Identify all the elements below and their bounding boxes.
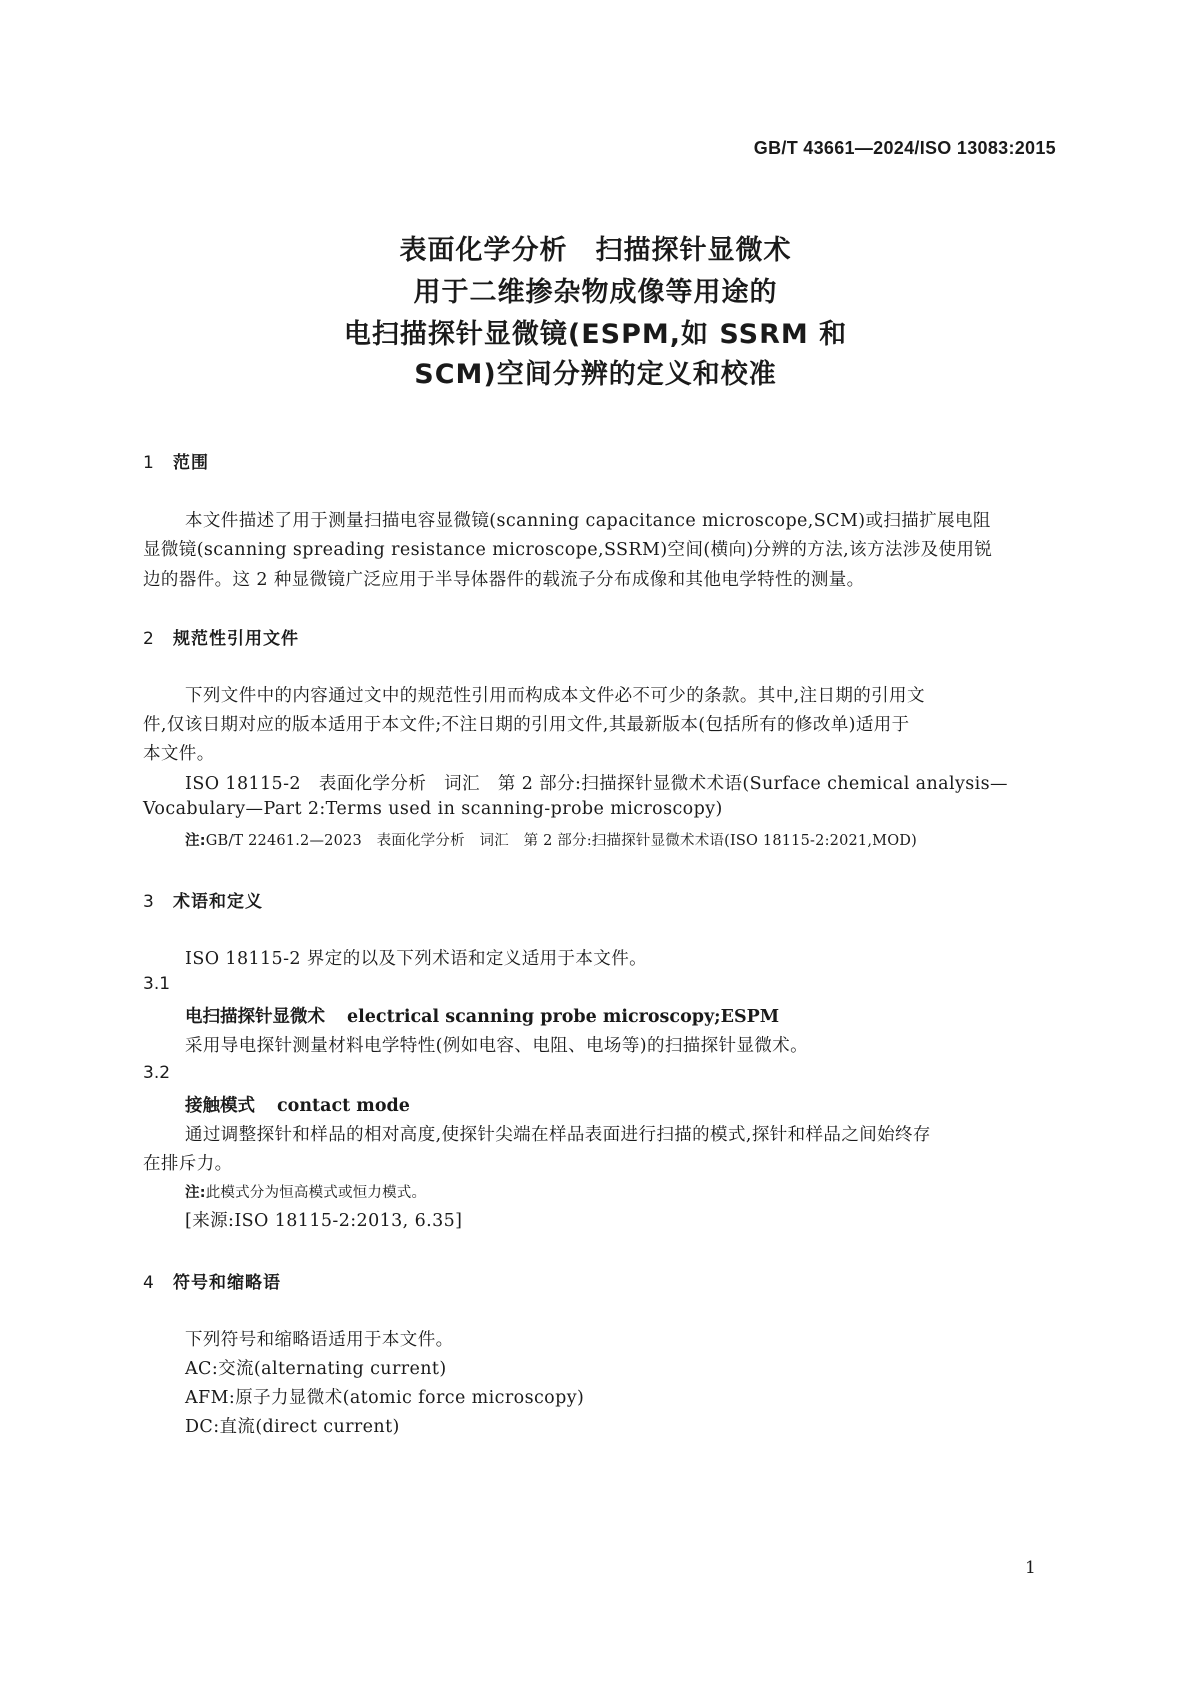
standard-code: GB/T 43661—2024/ISO 13083:2015 <box>753 138 1056 158</box>
s4-intro: 下列符号和缩略语适用于本文件。 <box>185 1330 454 1350</box>
term-3-2-def-line-1: 通过调整探针和样品的相对高度,使探针尖端在样品表面进行扫描的模式,探针和样品之间始终存 <box>185 1125 931 1145</box>
s2-ref-line-2: Vocabulary—Part 2:Terms used in scanning-probe microscopy) <box>143 799 723 819</box>
section-1-heading <box>143 448 209 473</box>
section-1-number: 1 <box>143 453 155 473</box>
section-3-title: 术语和定义 <box>173 892 263 912</box>
term-3-2-note <box>185 1181 426 1202</box>
section-4-number: 4 <box>143 1273 155 1293</box>
s1-line-1: 本文件描述了用于测量扫描电容显微镜(scanning capacitance microscope,SCM)或扫描扩展电阻 <box>185 511 991 531</box>
term-3-1-number: 3.1 <box>143 974 171 994</box>
term-3-2-def-line-2: 在排斥力。 <box>143 1154 233 1174</box>
term-3-1-heading <box>185 1003 779 1028</box>
title-line-3: 电扫描探针显微镜(ESPM,如 SSRM 和 <box>343 319 848 350</box>
term-3-2-heading <box>185 1092 410 1117</box>
page-number: 1 <box>1025 1558 1036 1578</box>
s2-note-text: GB/T 22461.2—2023 表面化学分析 词汇 第 2 部分:扫描探针显微术术语(ISO 18115-2:2021,MOD) <box>205 833 917 849</box>
s3-intro: ISO 18115-2 界定的以及下列术语和定义适用于本文件。 <box>185 949 647 969</box>
s2-note <box>185 829 917 850</box>
s4-item-dc: DC:直流(direct current) <box>185 1417 400 1437</box>
title-line-2: 用于二维掺杂物成像等用途的 <box>413 277 778 308</box>
s4-item-afm: AFM:原子力显微术(atomic force microscopy) <box>185 1388 585 1408</box>
s2-note-label: 注: <box>185 833 206 849</box>
term-3-2-note-label: 注: <box>185 1185 206 1201</box>
s4-item-ac: AC:交流(alternating current) <box>185 1359 447 1379</box>
section-1-title: 范围 <box>173 453 209 473</box>
section-4-heading <box>143 1268 281 1293</box>
term-3-2-source: [来源:ISO 18115-2:2013, 6.35] <box>185 1211 463 1231</box>
title-line-4: SCM)空间分辨的定义和校准 <box>414 359 777 390</box>
s2-line-2: 件,仅该日期对应的版本适用于本文件;不注日期的引用文件,其最新版本(包括所有的修改单)适用于 <box>143 715 910 735</box>
term-3-2-number: 3.2 <box>143 1063 171 1083</box>
section-3-heading <box>143 887 263 912</box>
s2-line-3: 本文件。 <box>143 744 215 764</box>
term-3-1-zh: 电扫描探针显微术 <box>185 1007 325 1027</box>
s1-line-2: 显微镜(scanning spreading resistance microscope,SSRM)空间(横向)分辨的方法,该方法涉及使用锐 <box>143 540 993 560</box>
section-3-number: 3 <box>143 892 155 912</box>
term-3-1-definition: 采用导电探针测量材料电学特性(例如电容、电阻、电场等)的扫描探针显微术。 <box>185 1036 809 1056</box>
section-4-title: 符号和缩略语 <box>173 1273 281 1293</box>
section-2-title: 规范性引用文件 <box>173 629 299 649</box>
section-2-heading <box>143 624 299 649</box>
s2-line-1: 下列文件中的内容通过文中的规范性引用而构成本文件必不可少的条款。其中,注日期的引用文 <box>185 686 925 706</box>
s2-ref-line-1: ISO 18115-2 表面化学分析 词汇 第 2 部分:扫描探针显微术术语(Surface chemical analysis— <box>185 774 1008 794</box>
s1-line-3: 边的器件。这 2 种显微镜广泛应用于半导体器件的载流子分布成像和其他电学特性的测量。 <box>143 570 865 590</box>
term-3-2-zh: 接触模式 <box>185 1096 255 1116</box>
term-3-1-en: electrical scanning probe microscopy;ESPM <box>347 1007 780 1027</box>
title-line-1: 表面化学分析 扫描探针显微术 <box>399 235 792 266</box>
section-2-number: 2 <box>143 629 155 649</box>
term-3-2-en: contact mode <box>277 1096 410 1116</box>
term-3-2-note-text: 此模式分为恒高模式或恒力模式。 <box>205 1185 427 1201</box>
